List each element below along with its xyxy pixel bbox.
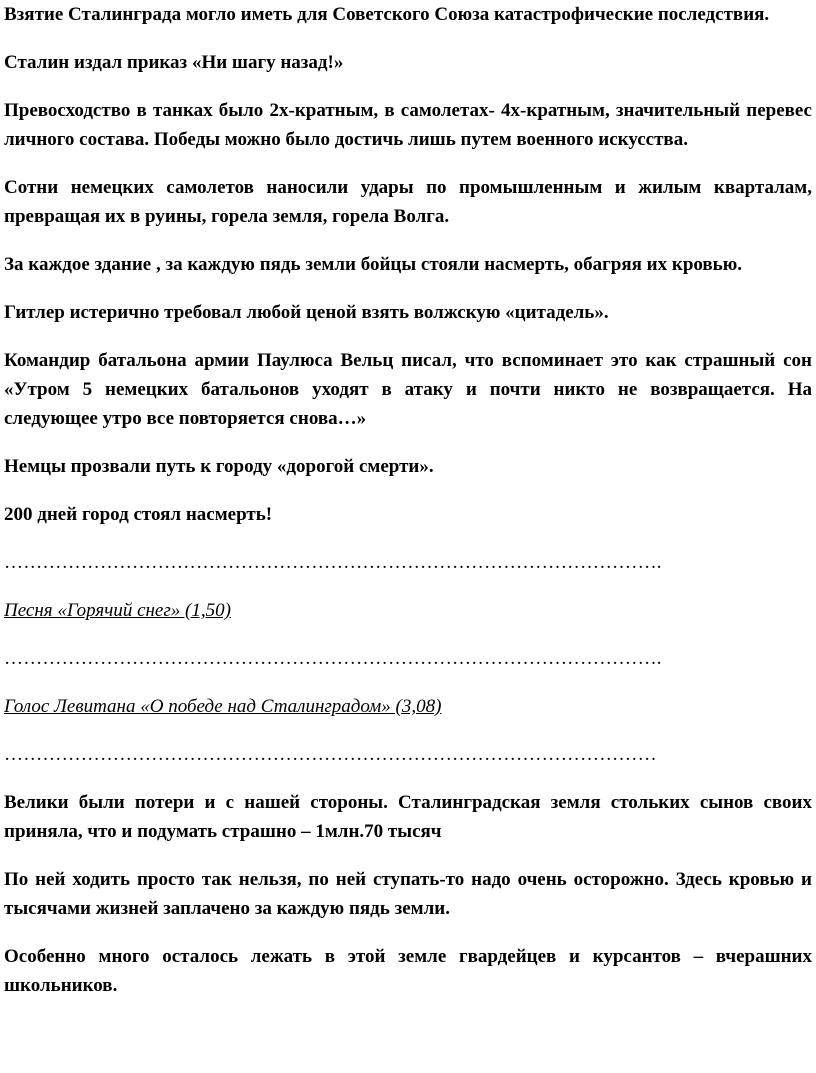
audio-levitan-voice: Голос Левитана «О победе над Сталинградом» (3,08) bbox=[4, 696, 442, 717]
paragraph-planes: Сотни немецких самолетов наносили удары по промышленным и жилым кварталам, превращая их в руины, горела земля, горела Волга. bbox=[4, 177, 812, 227]
paragraph-stalin-order: Сталин издал приказ «Ни шагу назад!» bbox=[4, 52, 344, 73]
paragraph-walk-carefully: По ней ходить просто так нельзя, по ней ступать-то надо очень осторожно. Здесь кровью и тысячами жизней заплачено за каждую пядь земли. bbox=[4, 869, 812, 919]
separator-dots-2: …………………………………………………………………………………………. bbox=[4, 648, 662, 669]
paragraph-commander: Командир батальона армии Паулюса Вельц писал, что вспоминает это как страшный сон «Утром 5 немецких батальонов уходят в атаку и почти никто не возвращается. На следующее утро все повторяется снова…» bbox=[4, 350, 812, 429]
paragraph-superiority: Превосходство в танках было 2х-кратным, в самолетах- 4х-кратным, значительный перевес личного состава. Победы можно было достичь лишь путем военного искусства. bbox=[4, 100, 812, 150]
paragraph-losses: Велики были потери и с нашей стороны. Сталинградская земля стольких сынов своих приняла, что и подумать страшно – 1млн.70 тысяч bbox=[4, 792, 812, 842]
paragraph-hitler: Гитлер истерично требовал любой ценой взять волжскую «цитадель». bbox=[4, 302, 609, 323]
paragraph-every-building: За каждое здание , за каждую пядь земли бойцы стояли насмерть, обагряя их кровью. bbox=[4, 254, 742, 275]
paragraph-stalingrad-consequences: Взятие Сталинграда могло иметь для Советского Союза катастрофические последствия. bbox=[4, 4, 770, 25]
paragraph-200-days: 200 дней город стоял насмерть! bbox=[4, 504, 273, 525]
separator-dots-3: ………………………………………………………………………………………… bbox=[4, 744, 657, 765]
separator-dots-1: …………………………………………………………………………………………. bbox=[4, 552, 662, 573]
document-page bbox=[4, 0, 812, 1000]
song-hot-snow: Песня «Горячий снег» (1,50) bbox=[4, 600, 231, 621]
paragraph-road-of-death: Немцы прозвали путь к городу «дорогой смерти». bbox=[4, 456, 434, 477]
paragraph-guardsmen-cadets: Особенно много осталось лежать в этой земле гвардейцев и курсантов – вчерашних школьников. bbox=[4, 946, 812, 996]
